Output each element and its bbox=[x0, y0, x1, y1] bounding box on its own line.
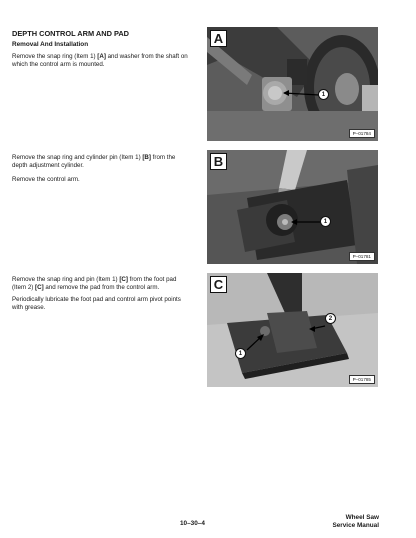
callout-badge: 1 bbox=[320, 216, 331, 227]
callout-badge: 2 bbox=[325, 313, 336, 324]
manual-title: Wheel Saw Service Manual bbox=[332, 514, 379, 529]
figure-letter: C bbox=[210, 276, 227, 293]
page-number: 10–30–4 bbox=[180, 520, 205, 527]
figure-b-illustration bbox=[207, 150, 378, 264]
subsection-title: Removal And Installation bbox=[12, 41, 89, 48]
figure-ref: [B] bbox=[142, 154, 151, 161]
figure-letter: B bbox=[210, 153, 227, 170]
step-paragraph-1: Remove the snap ring (Item 1) [A] and washer from the shaft on which the control arm is mounted. bbox=[12, 53, 188, 68]
callout-badge: 1 bbox=[318, 89, 329, 100]
figure-ref: [C] bbox=[35, 284, 44, 291]
step-paragraph-2: Remove the snap ring and cylinder pin (Item 1) [B] from the depth adjustment cylinder. bbox=[12, 154, 176, 169]
photo-code: P–01781 bbox=[349, 252, 375, 261]
step-paragraph-3: Remove the control arm. bbox=[12, 176, 80, 183]
figure-a-photo bbox=[207, 27, 378, 141]
figure-ref: [A] bbox=[97, 53, 106, 60]
photo-code: P–01784 bbox=[349, 129, 375, 138]
section-title: DEPTH CONTROL ARM AND PAD bbox=[12, 29, 130, 38]
step-paragraph-4: Remove the snap ring and pin (Item 1) [C] from the foot pad (Item 2) [C] and remove the pad from the control arm. bbox=[12, 276, 177, 291]
figure-a-illustration bbox=[207, 27, 378, 141]
callout-badge: 1 bbox=[235, 348, 246, 359]
figure-letter: A bbox=[210, 30, 227, 47]
step-paragraph-5: Periodically lubricate the foot pad and control arm pivot points with grease. bbox=[12, 296, 181, 311]
figure-c-photo bbox=[207, 273, 378, 387]
photo-code: P–01785 bbox=[349, 375, 375, 384]
figure-c-illustration bbox=[207, 273, 378, 387]
figure-b-photo bbox=[207, 150, 378, 264]
figure-ref: [C] bbox=[119, 276, 128, 283]
